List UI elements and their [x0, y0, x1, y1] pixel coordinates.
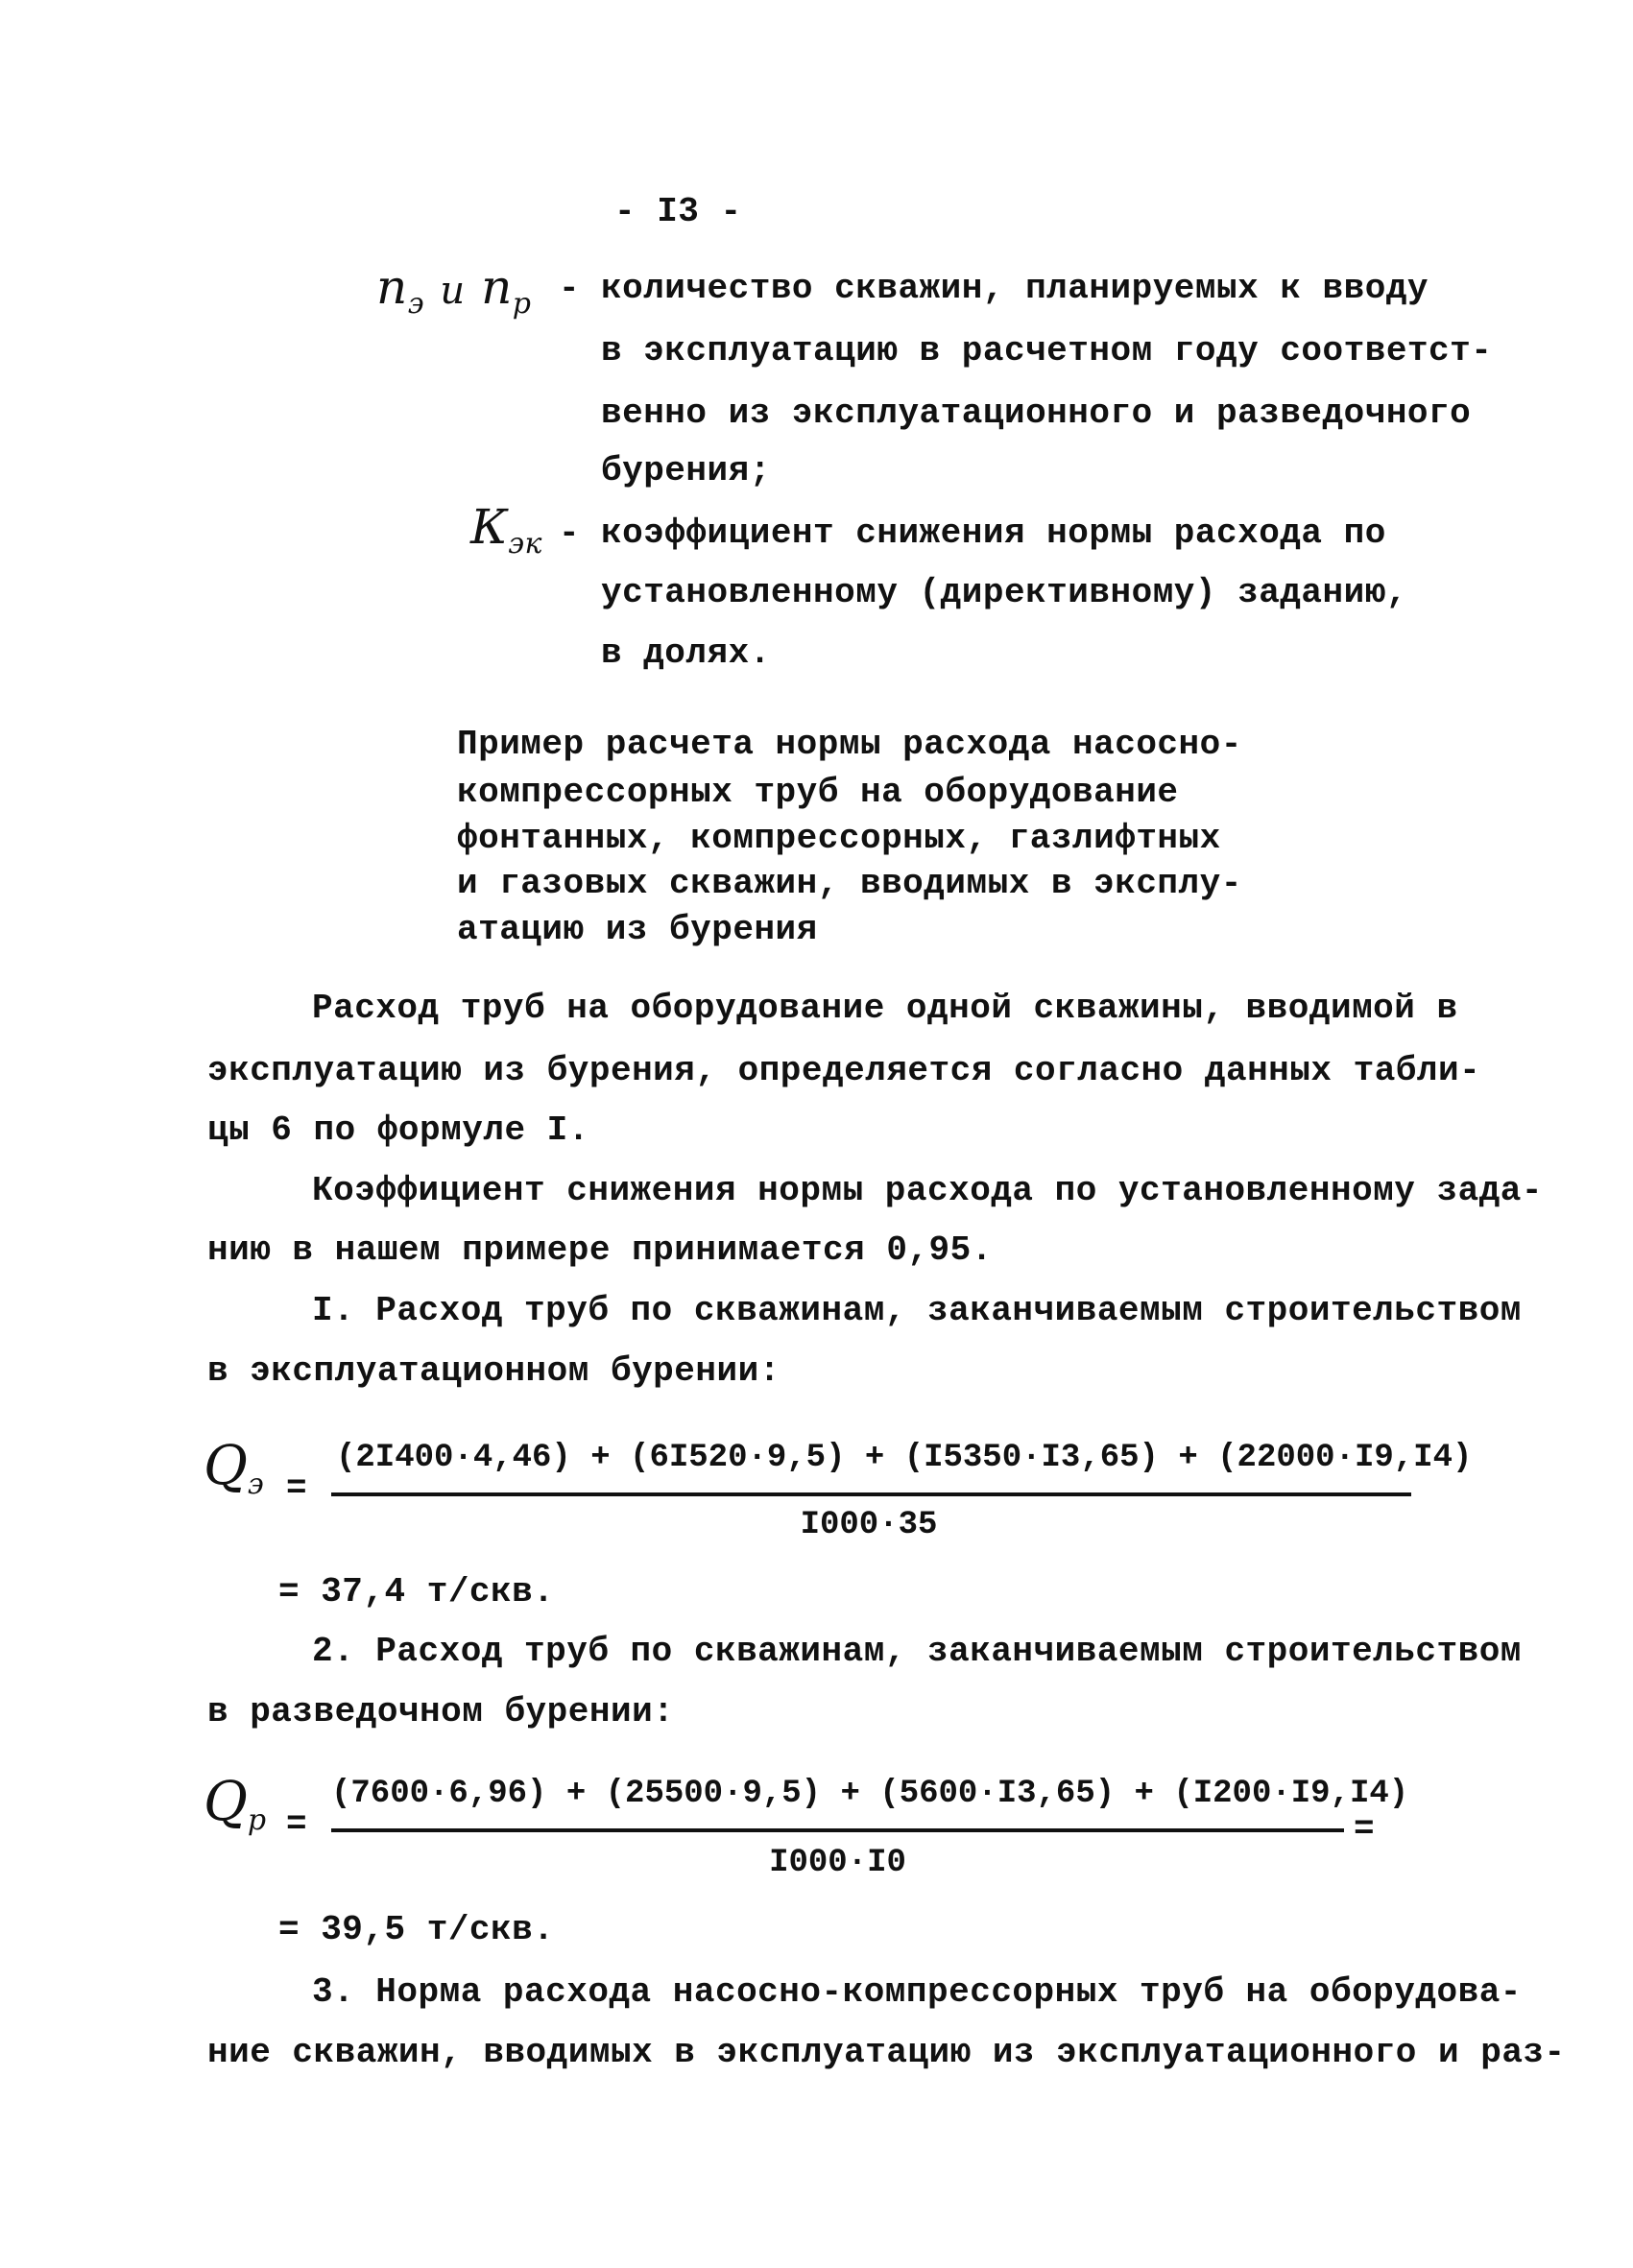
body-text-line: 2. Расход труб по скважинам, заканчиваемым строительством: [312, 1632, 1522, 1671]
formula-result: = 39,5 т/скв.: [278, 1910, 555, 1949]
equals-sign: =: [286, 1468, 307, 1508]
symbol-k-ek: $К_{эк}$: [470, 499, 542, 561]
body-text-line: 3. Норма расхода насосно-компрессорных труб на оборудова-: [312, 1972, 1522, 2012]
body-text-line: эксплуатацию из бурения, определяется согласно данных табли-: [207, 1051, 1481, 1090]
body-text-line: I. Расход труб по скважинам, заканчиваемым строительством: [312, 1291, 1522, 1330]
equals-sign: =: [286, 1804, 307, 1844]
definition-line: бурения;: [601, 451, 771, 490]
formula-numerator: (7600·6,96) + (25500·9,5) + (5600·I3,65) + (I200·I9,I4): [331, 1776, 1409, 1812]
body-text-line: в разведочном бурении:: [207, 1692, 675, 1731]
trailing-equals-sign: =: [1354, 1809, 1375, 1849]
formula-lhs: $Q_э$: [204, 1435, 264, 1501]
body-text-line: ние скважин, вводимых в эксплуатацию из эксплуатационного и раз-: [207, 2033, 1566, 2072]
definition-line: установленному (директивному) заданию,: [601, 573, 1407, 612]
definition-line: в эксплуатацию в расчетном году соответст-: [601, 331, 1493, 370]
formula-denominator: I000·I0: [769, 1845, 906, 1881]
formula-result: = 37,4 т/скв.: [278, 1572, 555, 1611]
definition-line: венно из эксплуатационного и разведочного: [601, 394, 1472, 433]
definition-line: коэффициент снижения нормы расхода по: [601, 513, 1386, 553]
body-text-line: нию в нашем примере принимается 0,95.: [207, 1230, 993, 1270]
definition-dash: -: [559, 269, 581, 308]
example-heading-line: Пример расчета нормы расхода насосно-: [457, 725, 1242, 764]
formula-denominator: I000·35: [800, 1507, 938, 1543]
formula-lhs: $Q_р$: [204, 1771, 267, 1837]
symbol-n-e-and-n-r: $n_э$ и $n_р$: [376, 259, 532, 321]
example-heading-line: фонтанных, компрессорных, газлифтных: [457, 819, 1221, 858]
example-heading-line: компрессорных труб на оборудование: [457, 773, 1179, 812]
fraction-bar: [331, 1828, 1344, 1832]
body-text-line: Расход труб на оборудование одной скважины, вводимой в: [312, 989, 1458, 1028]
fraction-bar: [331, 1492, 1411, 1496]
definition-line: в долях.: [601, 633, 771, 673]
definition-dash: -: [559, 513, 581, 553]
definition-line: количество скважин, планируемых к вводу: [601, 269, 1429, 308]
page-number: - I3 -: [614, 192, 742, 231]
example-heading-line: и газовых скважин, вводимых в эксплу-: [457, 864, 1242, 903]
body-text-line: цы 6 по формуле I.: [207, 1110, 589, 1150]
formula-numerator: (2I400·4,46) + (6I520·9,5) + (I5350·I3,65) + (22000·I9,I4): [336, 1440, 1473, 1476]
example-heading-line: атацию из бурения: [457, 910, 818, 949]
body-text-line: Коэффициент снижения нормы расхода по установленному зада-: [312, 1171, 1544, 1210]
body-text-line: в эксплуатационном бурении:: [207, 1351, 780, 1391]
